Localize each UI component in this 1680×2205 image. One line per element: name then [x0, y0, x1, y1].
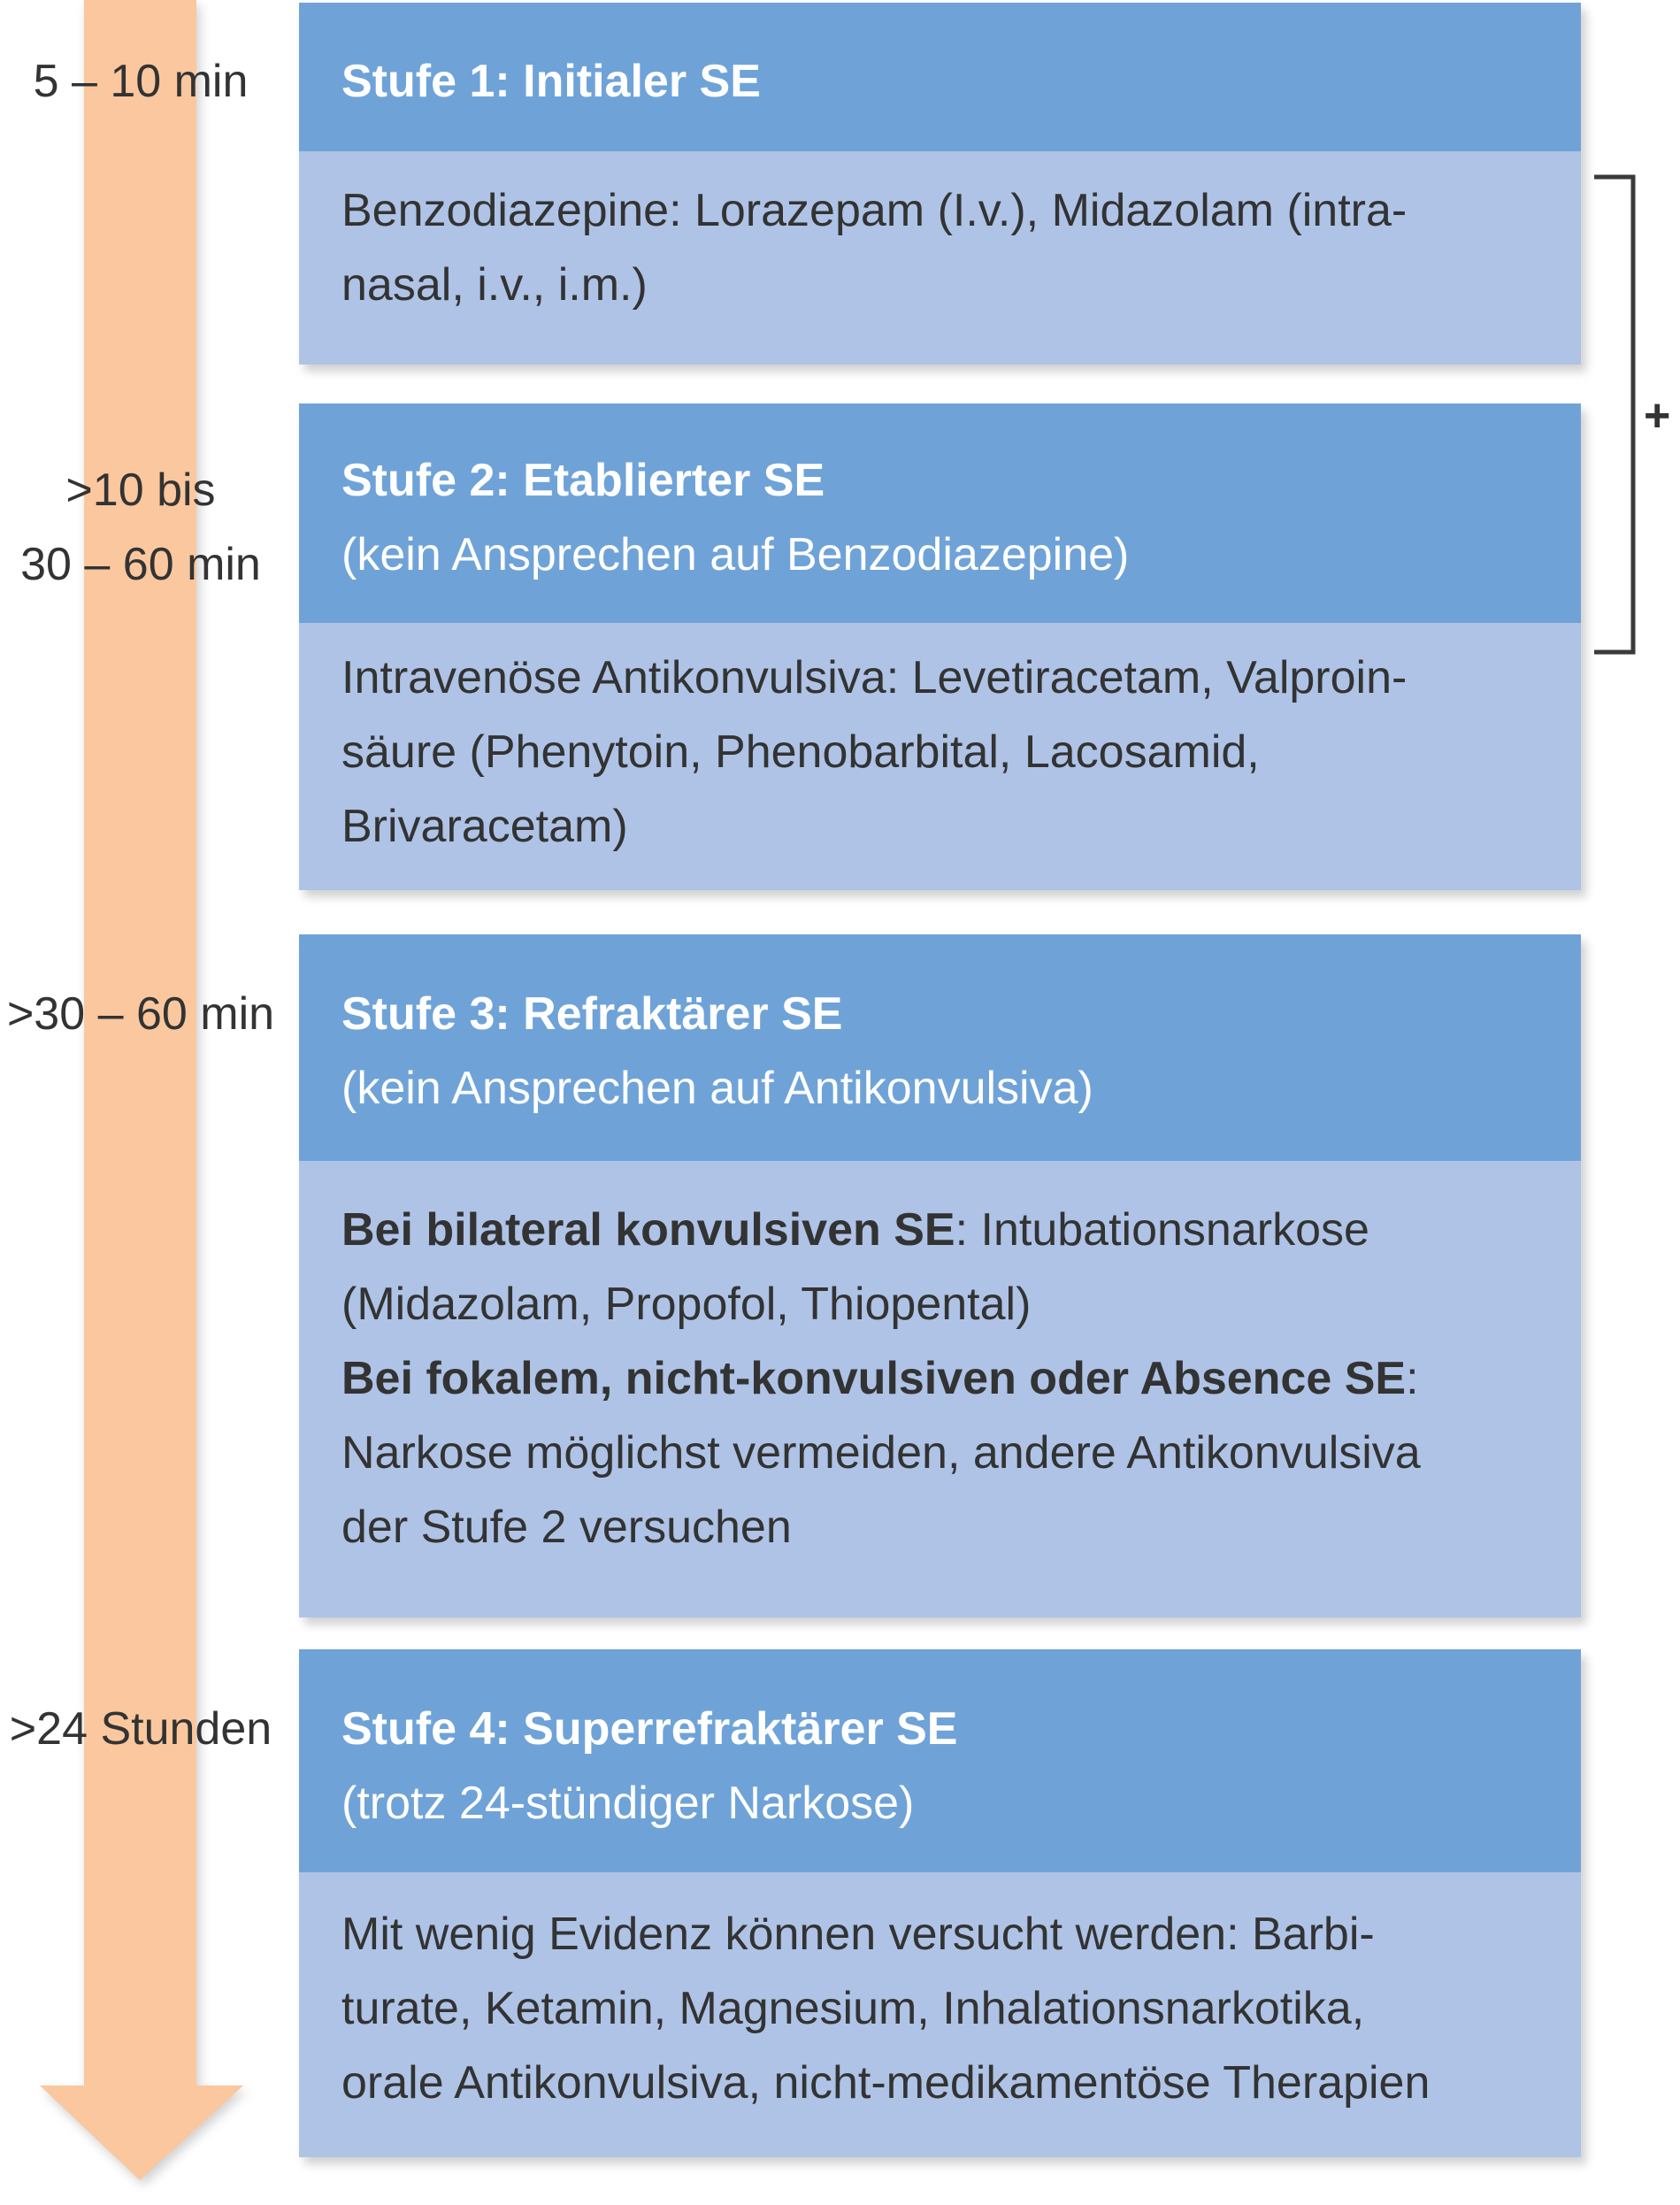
time-label-stage-2-end: 30 – 60 min — [20, 539, 261, 590]
stage-1-body — [299, 151, 1581, 365]
time-label-stage-4: >24 Stunden — [9, 1703, 272, 1755]
stage-3-focal-colon: : — [1406, 1353, 1419, 1404]
stage-4-subtitle: (trotz 24-stündiger Narkose) — [341, 1778, 915, 1829]
stage-4-body — [299, 1872, 1581, 2157]
stage-4-body-line: Mit wenig Evidenz können versucht werden: Barbi- — [341, 1909, 1375, 1960]
stage-1-body-line: Benzodiazepine: Lorazepam (I.v.), Midazolam (intra- — [341, 185, 1408, 236]
plus-symbol: + — [1644, 390, 1671, 442]
stage-3-body-line-3 — [341, 1341, 1538, 1416]
stage-4-body-line: turate, Ketamin, Magnesium, Inhalationsnarkotika, — [341, 1983, 1365, 2034]
time-label-stage-1: 5 – 10 min — [33, 56, 249, 107]
time-label-stage-3: >30 – 60 min — [6, 988, 275, 1040]
stage-3-title: Stufe 3: Refraktärer SE — [341, 988, 843, 1040]
stage-2-body-line: Brivaracetam) — [341, 801, 628, 852]
time-label-stage-2-start: >10 bis — [65, 465, 216, 516]
stage-1-header — [299, 3, 1581, 151]
stage-2-subtitle: (kein Ansprechen auf Benzodiazepine) — [341, 529, 1130, 580]
stage-1-box — [299, 3, 1581, 365]
stage-3-body-line-5: der Stufe 2 versuchen — [341, 1502, 792, 1553]
stage-2-body — [299, 623, 1581, 890]
stage-3-bilateral-label: Bei bilateral konvulsiven SE — [341, 1204, 955, 1256]
stage-2-box — [299, 403, 1581, 890]
stage-4-title: Stufe 4: Superrefraktärer SE — [341, 1703, 958, 1755]
stage-4-body-line: orale Antikonvulsiva, nicht-medikamentöse Therapien — [341, 2057, 1431, 2109]
stage-3-box — [299, 934, 1581, 1617]
stage-3-body-line-4: Narkose möglichst vermeiden, andere Antikonvulsiva — [341, 1427, 1421, 1479]
stage-2-header — [299, 403, 1581, 623]
stage-4-box — [299, 1649, 1581, 2157]
stage-3-header — [299, 934, 1581, 1161]
stage-3-focal-label: Bei fokalem, nicht-konvulsiven oder Absence SE — [341, 1353, 1407, 1404]
stage-3-subtitle: (kein Ansprechen auf Antikonvulsiva) — [341, 1063, 1093, 1114]
stage-3-body-line-1 — [341, 1193, 1538, 1267]
stage-1-title: Stufe 1: Initialer SE — [341, 56, 761, 107]
timeline-arrow-shape — [40, 0, 243, 2180]
stage-3-body — [299, 1161, 1581, 1617]
stage-4-header — [299, 1649, 1581, 1872]
stage-3-bilateral-text: : Intubationsnarkose — [955, 1204, 1369, 1256]
stage-1-body-line: nasal, i.v., i.m.) — [341, 259, 648, 311]
stage-2-title: Stufe 2: Etablierter SE — [341, 455, 825, 506]
stage-3-body-line-2: (Midazolam, Propofol, Thiopental) — [341, 1279, 1032, 1330]
stage-2-body-line: Intravenöse Antikonvulsiva: Levetiracetam, Valproin- — [341, 652, 1408, 703]
stage-2-body-line: säure (Phenytoin, Phenobarbital, Lacosamid, — [341, 726, 1260, 778]
